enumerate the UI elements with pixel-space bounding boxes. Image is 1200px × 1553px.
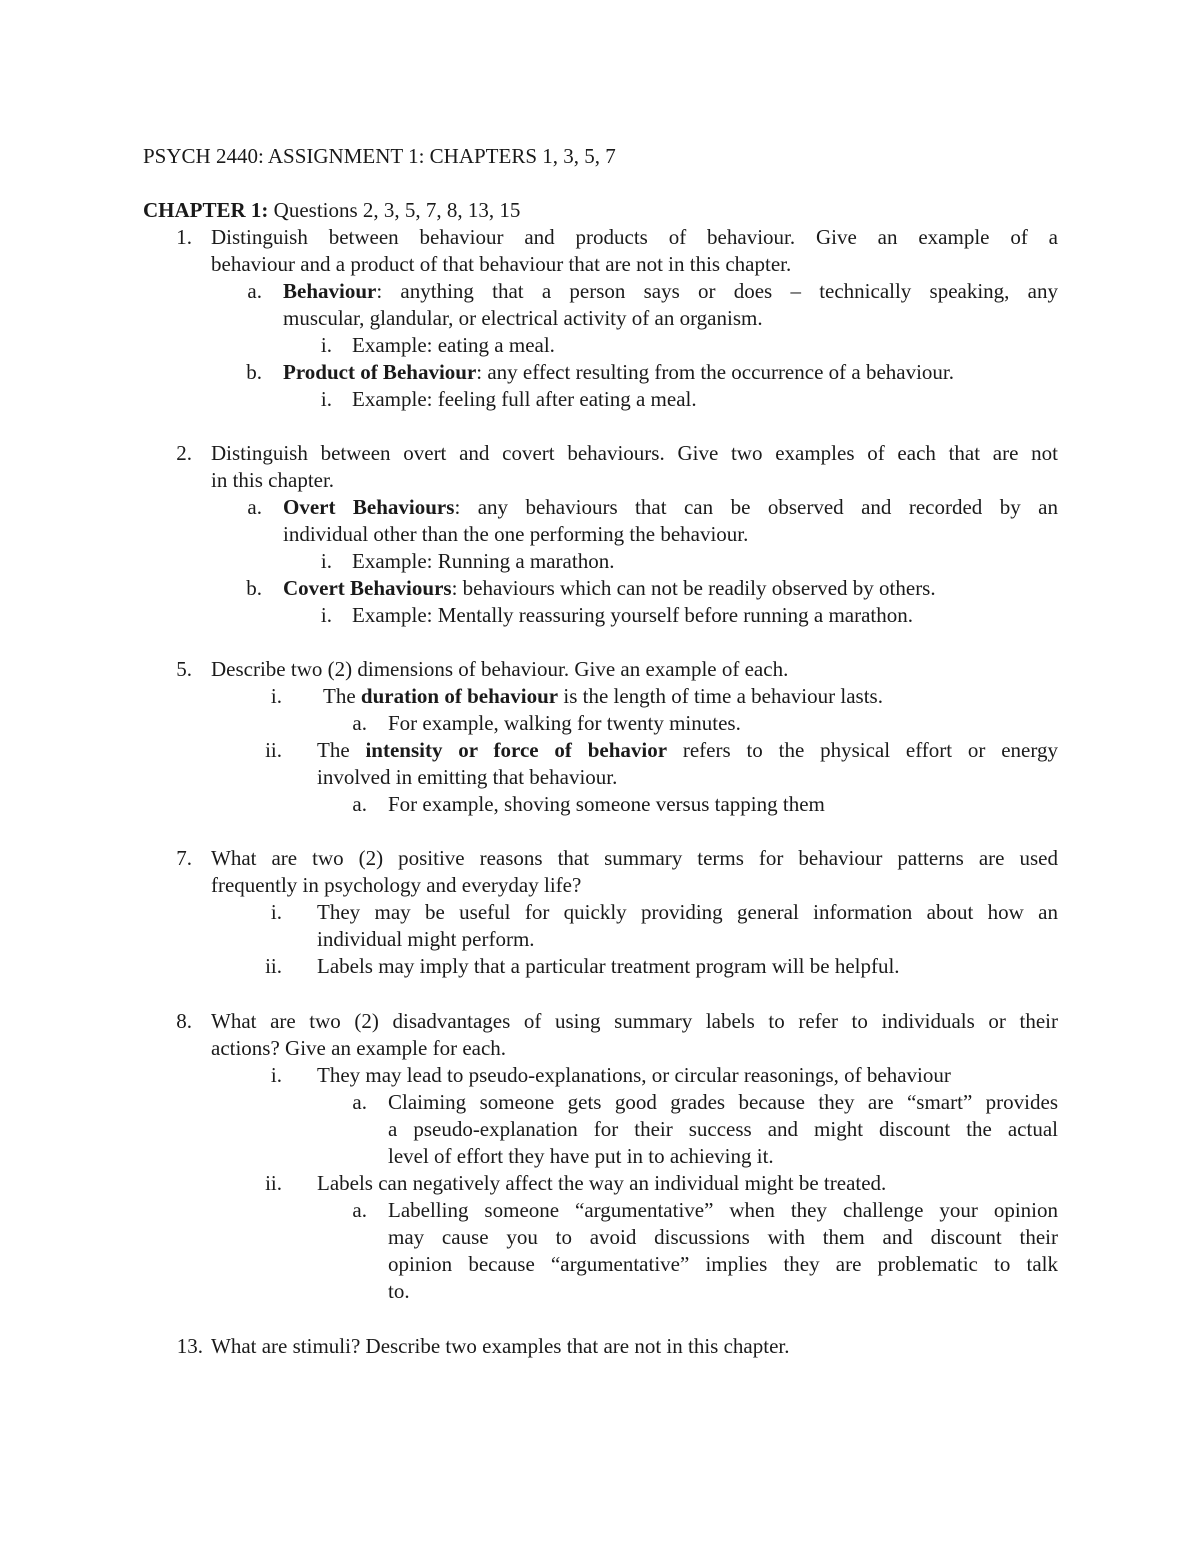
question-number: 7. (176, 846, 192, 870)
answer-term: Covert Behaviours (283, 576, 452, 600)
answer-definition: : any effect resulting from the occurrence of a behaviour. (476, 360, 955, 384)
answer-text: Labels can negatively affect the way an individual might be treated. (317, 1171, 887, 1195)
question-text: What are two (2) disadvantages of using summary labels to refer to individuals or their (211, 1009, 1058, 1033)
list-marker: ii. (265, 738, 282, 762)
list-marker: a. (247, 495, 262, 519)
example-text: For example, walking for twenty minutes. (388, 711, 741, 735)
example-text: to. (388, 1279, 410, 1303)
list-marker: i. (320, 387, 332, 411)
answer-term: Overt Behaviours (283, 495, 455, 519)
question-text: Describe two (2) dimensions of behaviour. Give an example of each. (211, 657, 789, 681)
list-marker: b. (246, 360, 262, 384)
question-text: in this chapter. (211, 468, 335, 492)
chapter-heading (143, 197, 520, 224)
answer-term: duration of behaviour (360, 684, 559, 708)
list-marker: a. (352, 1198, 367, 1222)
question-text: frequently in psychology and everyday life? (211, 873, 582, 897)
example-text: a pseudo-explanation for their success and might discount the actual (388, 1117, 1058, 1141)
list-marker: a. (352, 1090, 367, 1114)
example-text: opinion because “argumentative” implies they are problematic to talk (388, 1252, 1058, 1276)
question-text: Distinguish between behaviour and products of behaviour. Give an example of a (211, 225, 1058, 249)
example-text: Example: Mentally reassuring yourself before running a marathon. (352, 603, 913, 627)
question-number: 2. (176, 441, 192, 465)
answer-term: Product of Behaviour (283, 360, 477, 384)
example-text: level of effort they have put in to achieving it. (388, 1144, 774, 1168)
answer-text (317, 737, 1058, 764)
list-marker: a. (352, 711, 367, 735)
answer-text (283, 278, 1058, 305)
answer-text: muscular, glandular, or electrical activity of an organism. (283, 306, 763, 330)
answer-term: Behaviour (283, 279, 377, 303)
question-text: behaviour and a product of that behaviour that are not in this chapter. (211, 252, 792, 276)
answer-text: individual other than the one performing the behaviour. (283, 522, 749, 546)
list-marker: i. (270, 684, 282, 708)
list-marker: ii. (265, 1171, 282, 1195)
list-marker: i. (270, 900, 282, 924)
answer-prefix: The (323, 684, 361, 708)
answer-text (323, 683, 883, 710)
answer-text: They may be useful for quickly providing general information about how an (317, 900, 1058, 924)
answer-prefix: The (317, 738, 366, 762)
question-text: actions? Give an example for each. (211, 1036, 507, 1060)
list-marker: b. (246, 576, 262, 600)
answer-definition: refers to the physical effort or energy (667, 738, 1058, 762)
example-text: may cause you to avoid discussions with them and discount their (388, 1225, 1058, 1249)
question-number: 8. (176, 1009, 192, 1033)
answer-definition: : anything that a person says or does – technically speaking, any (376, 279, 1058, 303)
example-text: For example, shoving someone versus tapping them (388, 792, 825, 816)
question-number: 1. (176, 225, 192, 249)
example-text: Example: Running a marathon. (352, 549, 615, 573)
answer-definition: : any behaviours that can be observed and recorded by an (454, 495, 1059, 519)
answer-text (283, 575, 936, 602)
answer-text (283, 494, 1058, 521)
list-marker: i. (320, 603, 332, 627)
example-text: Labelling someone “argumentative” when they challenge your opinion (388, 1198, 1058, 1222)
chapter-questions: Questions 2, 3, 5, 7, 8, 13, 15 (273, 198, 521, 222)
example-text: Example: eating a meal. (352, 333, 555, 357)
answer-text: Labels may imply that a particular treatment program will be helpful. (317, 954, 900, 978)
answer-definition: : behaviours which can not be readily observed by others. (451, 576, 936, 600)
answer-text: They may lead to pseudo-explanations, or circular reasonings, of behaviour (317, 1063, 951, 1087)
question-number: 5. (176, 657, 192, 681)
answer-definition: is the length of time a behaviour lasts. (558, 684, 883, 708)
question-text: What are stimuli? Describe two examples that are not in this chapter. (211, 1334, 790, 1358)
list-marker: i. (320, 333, 332, 357)
example-text: Claiming someone gets good grades because they are “smart” provides (388, 1090, 1058, 1114)
list-marker: i. (320, 549, 332, 573)
document-title: PSYCH 2440: ASSIGNMENT 1: CHAPTERS 1, 3, 5, 7 (143, 144, 616, 168)
list-marker: a. (247, 279, 262, 303)
answer-text: individual might perform. (317, 927, 535, 951)
question-number: 13. (176, 1334, 203, 1358)
question-text: What are two (2) positive reasons that summary terms for behaviour patterns are used (211, 846, 1058, 870)
list-marker: i. (270, 1063, 282, 1087)
question-text: Distinguish between overt and covert behaviours. Give two examples of each that are not (211, 441, 1058, 465)
list-marker: ii. (265, 954, 282, 978)
chapter-label: CHAPTER 1: (143, 198, 269, 222)
answer-text: involved in emitting that behaviour. (317, 765, 618, 789)
answer-term: intensity or force of behavior (365, 738, 668, 762)
example-text: Example: feeling full after eating a meal. (352, 387, 697, 411)
list-marker: a. (352, 792, 367, 816)
answer-text (283, 359, 954, 386)
